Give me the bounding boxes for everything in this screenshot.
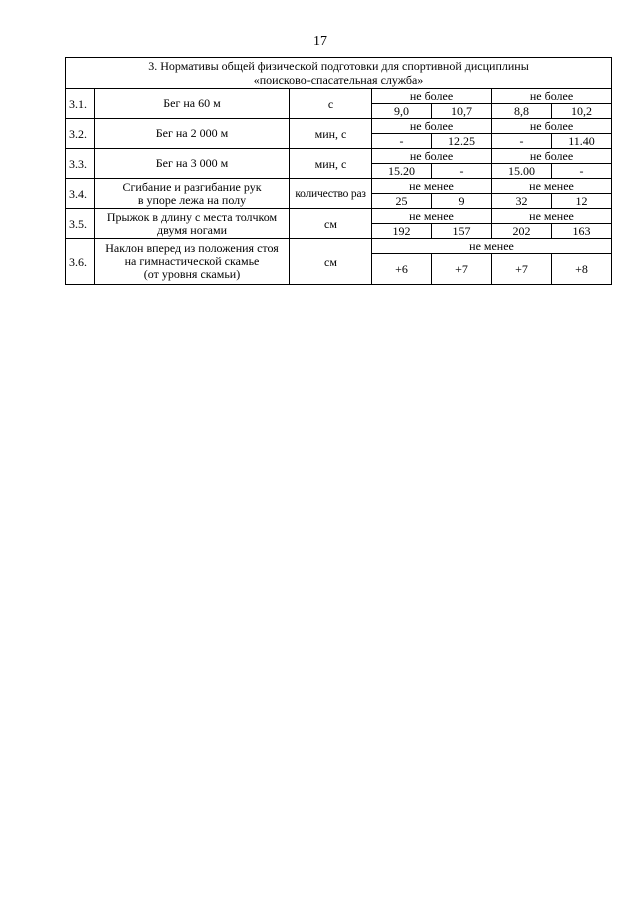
table-row (66, 149, 612, 164)
table-row (66, 119, 612, 134)
women-norm-header: не более (492, 149, 612, 164)
value-cell: +7 (492, 254, 552, 285)
exercise-name-line: (от уровня скамьи) (143, 267, 241, 281)
value-cell: 157 (432, 224, 492, 239)
exercise-name (95, 239, 290, 285)
value-cell: 163 (552, 224, 612, 239)
row-number: 3.2. (66, 119, 95, 149)
value-cell: +8 (552, 254, 612, 285)
value-cell: - (492, 134, 552, 149)
men-norm-header: не более (372, 149, 492, 164)
row-number: 3.4. (66, 179, 95, 209)
table-title-line-1: 3. Нормативы общей физической подготовки для спортивной дисциплины (148, 59, 529, 73)
men-norm-header: не более (372, 89, 492, 104)
exercise-name-line: на гимнастической скамье (124, 254, 260, 268)
exercise-name-line: Наклон вперед из положения стоя (105, 241, 279, 255)
men-norm-header: не более (372, 119, 492, 134)
exercise-name-line: Прыжок в длину с места толчком (106, 209, 278, 224)
page-number: 17 (313, 34, 327, 49)
unit: количество раз (290, 179, 372, 209)
women-norm-header: не менее (492, 179, 612, 194)
unit: с (290, 89, 372, 119)
value-cell: 25 (372, 194, 432, 209)
value-cell: 11.40 (552, 134, 612, 149)
men-norm-header: не менее (372, 179, 492, 194)
exercise-name: Бег на 2 000 м (95, 119, 290, 149)
table-title (66, 58, 612, 89)
value-cell: 192 (372, 224, 432, 239)
unit: мин, с (290, 149, 372, 179)
value-cell: 8,8 (492, 104, 552, 119)
table-title-row (66, 58, 612, 89)
row-number: 3.3. (66, 149, 95, 179)
women-norm-header: не менее (492, 209, 612, 224)
exercise-name-line: двумя ногами (156, 222, 227, 237)
exercise-name: Бег на 60 м (95, 89, 290, 119)
unit: мин, с (290, 119, 372, 149)
value-cell: 15.20 (372, 164, 432, 179)
value-cell: 12.25 (432, 134, 492, 149)
row-number: 3.5. (66, 209, 95, 239)
table-row (66, 89, 612, 104)
women-norm-header: не более (492, 89, 612, 104)
value-cell: 10,2 (552, 104, 612, 119)
value-cell: +6 (372, 254, 432, 285)
table-row (66, 179, 612, 194)
row-number: 3.1. (66, 89, 95, 119)
value-cell: 15.00 (492, 164, 552, 179)
women-norm-header: не более (492, 119, 612, 134)
value-cell: 9 (432, 194, 492, 209)
value-cell: 202 (492, 224, 552, 239)
exercise-name (95, 179, 290, 209)
exercise-name-line: Сгибание и разгибание рук (122, 179, 262, 194)
table-title-line-2: «поисково-спасательная служба» (253, 73, 424, 87)
unit: см (290, 239, 372, 285)
value-cell: 9,0 (372, 104, 432, 119)
exercise-name: Бег на 3 000 м (95, 149, 290, 179)
table-row (66, 209, 612, 224)
value-cell: - (552, 164, 612, 179)
exercise-name-line: в упоре лежа на полу (137, 192, 247, 207)
value-cell: - (372, 134, 432, 149)
men-norm-header: не менее (372, 209, 492, 224)
value-cell: 12 (552, 194, 612, 209)
value-cell: - (432, 164, 492, 179)
value-cell: +7 (432, 254, 492, 285)
value-cell: 32 (492, 194, 552, 209)
table-row (66, 239, 612, 254)
value-cell: 10,7 (432, 104, 492, 119)
exercise-name (95, 209, 290, 239)
row-number: 3.6. (66, 239, 95, 285)
norm-header: не менее (372, 239, 612, 254)
norms-table (65, 57, 612, 285)
unit: см (290, 209, 372, 239)
